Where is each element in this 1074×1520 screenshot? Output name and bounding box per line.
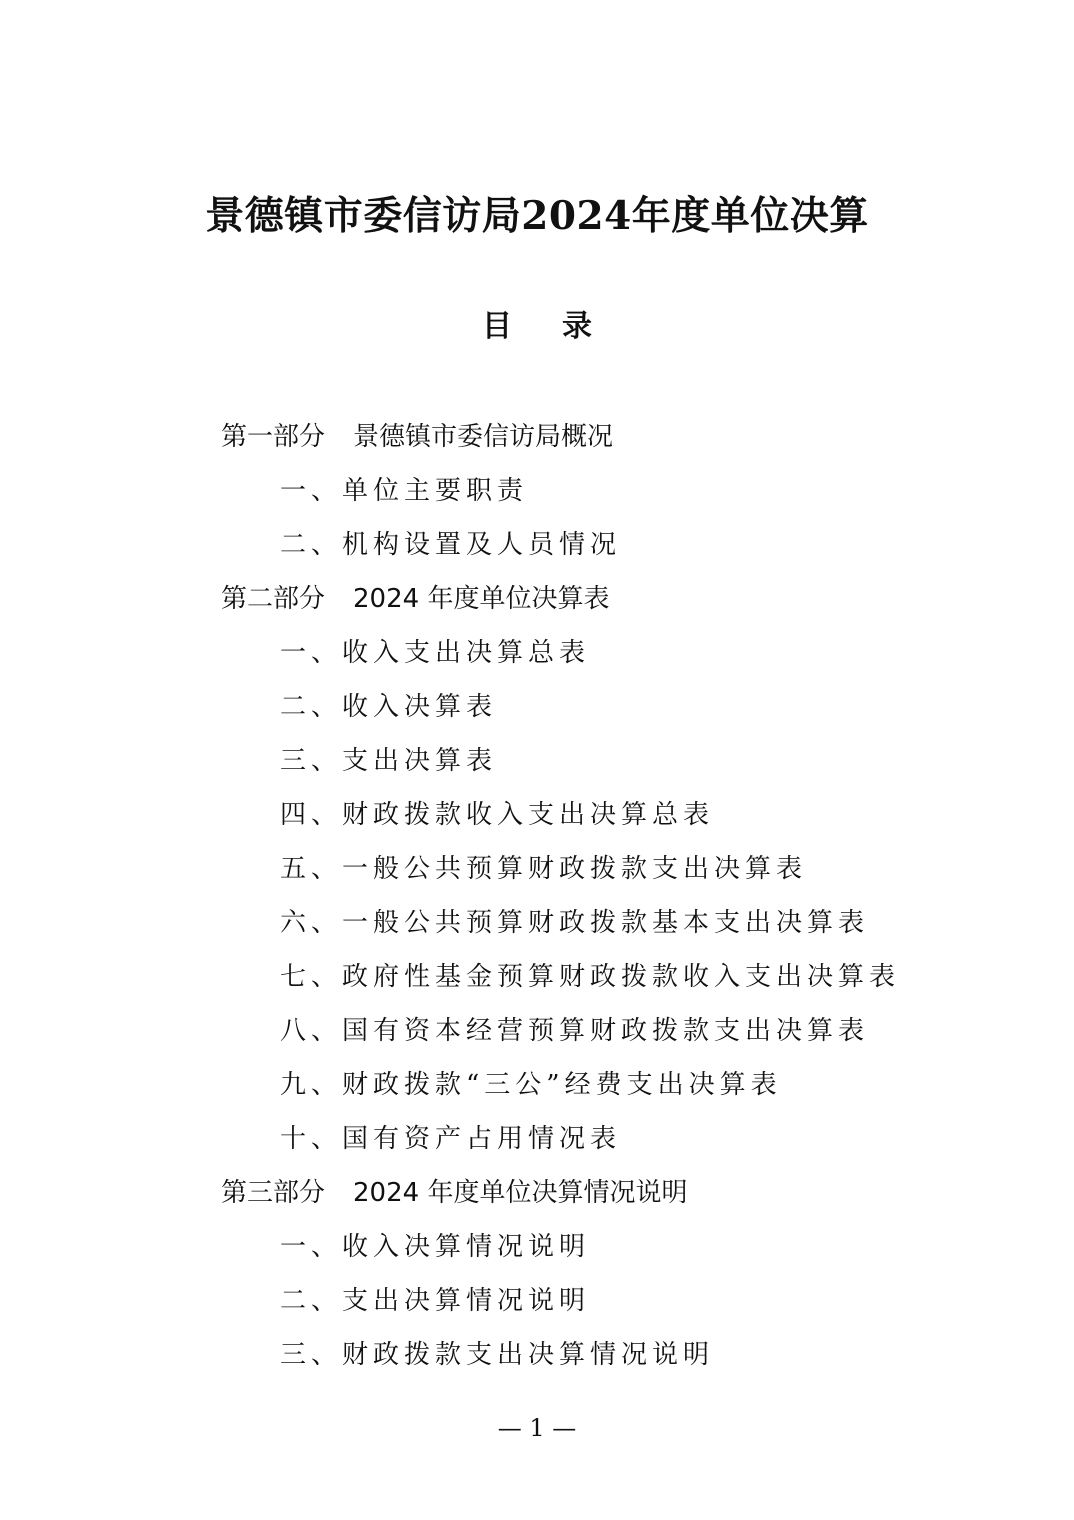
toc-part-1[interactable] [221, 412, 613, 462]
toc-item[interactable]: 五、一般公共预算财政拨款支出决算表 [280, 854, 808, 884]
toc-item[interactable]: 一、收入决算情况说明 [280, 1232, 591, 1262]
toc-part-title: 景德镇市委信访局概况 [353, 422, 614, 452]
page-number: — 1 — [497, 1414, 577, 1442]
toc-part-label: 第一部分 [221, 422, 326, 452]
toc-item[interactable]: 七、政府性基金预算财政拨款收入支出决算表 [280, 962, 901, 992]
toc-item[interactable]: 四、财政拨款收入支出决算总表 [280, 800, 715, 830]
toc-part-3[interactable] [221, 1168, 687, 1218]
toc-part-2[interactable] [221, 574, 609, 624]
toc-item[interactable]: 一、单位主要职责 [280, 476, 529, 506]
toc-item[interactable]: 三、财政拨款支出决算情况说明 [280, 1340, 715, 1370]
toc-item[interactable]: 十、国有资产占用情况表 [280, 1124, 622, 1154]
toc-item[interactable]: 六、一般公共预算财政拨款基本支出决算表 [280, 908, 870, 938]
toc-item[interactable]: 二、机构设置及人员情况 [280, 530, 622, 560]
toc-heading-char-1: 目 [482, 309, 512, 344]
toc-item[interactable]: 三、支出决算表 [280, 746, 498, 776]
toc-part-label: 第二部分 [221, 584, 326, 614]
toc-part-label: 第三部分 [221, 1178, 326, 1208]
toc-item[interactable]: 二、支出决算情况说明 [280, 1286, 591, 1316]
toc-item[interactable]: 八、国有资本经营预算财政拨款支出决算表 [280, 1016, 870, 1046]
document-title: 景德镇市委信访局2024年度单位决算 [205, 193, 869, 239]
toc-part-title: 2024 年度单位决算表 [353, 584, 610, 614]
toc-part-title: 2024 年度单位决算情况说明 [353, 1178, 688, 1208]
toc-item[interactable]: 九、财政拨款“三公”经费支出决算表 [280, 1070, 782, 1100]
toc-item[interactable]: 二、收入决算表 [280, 692, 498, 722]
toc-item[interactable]: 一、收入支出决算总表 [280, 638, 591, 668]
toc-heading [0, 305, 1074, 349]
toc-heading-char-2: 录 [562, 309, 592, 344]
